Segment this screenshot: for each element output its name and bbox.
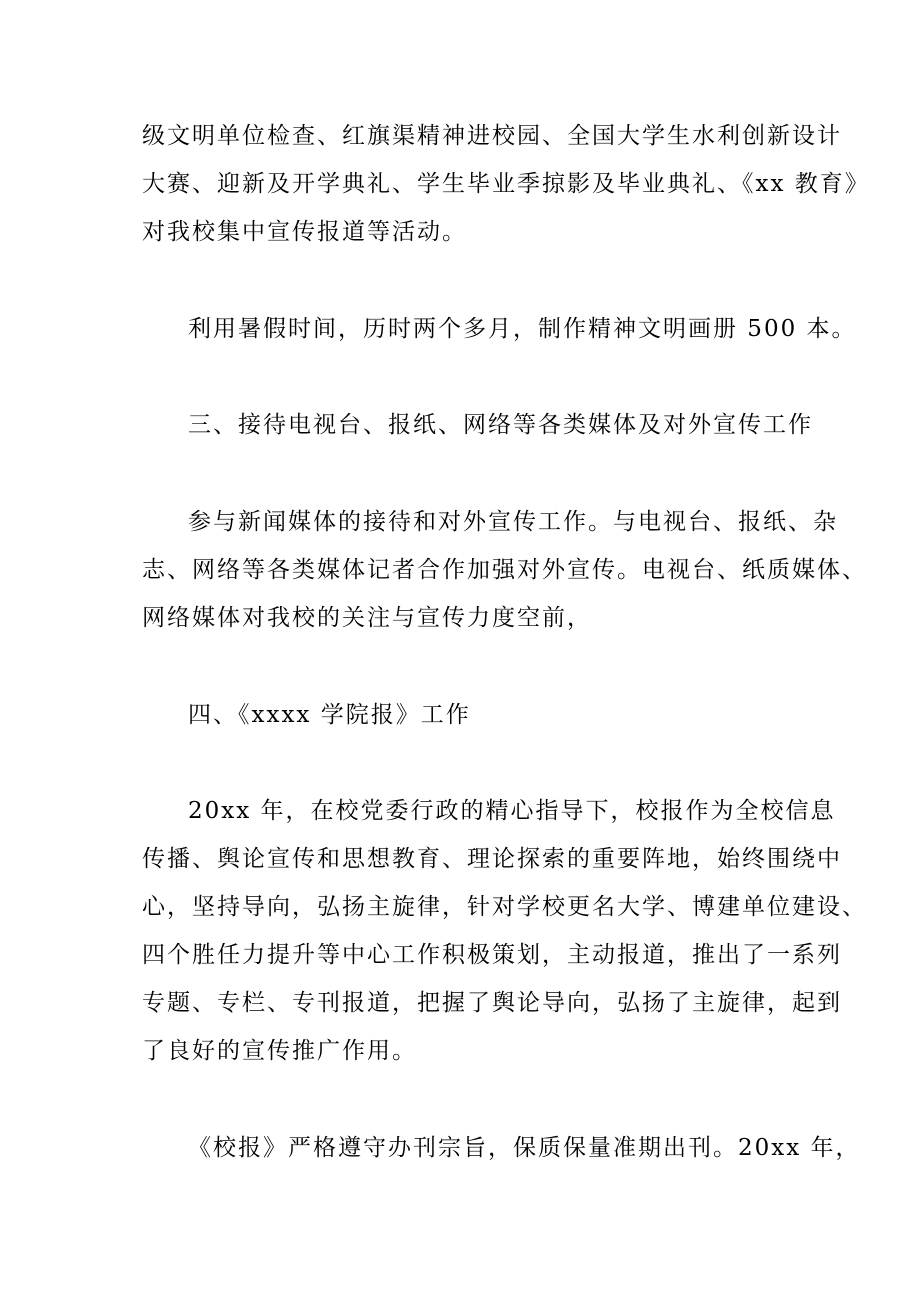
paragraph-4-line-4: 四个胜任力提升等中心工作积极策划，主动报道，推出了一系列: [142, 942, 842, 968]
paragraph-4-line-2: 传播、舆论宣传和思想教育、理论探索的重要阵地，始终围绕中: [142, 846, 842, 872]
section-heading-4: 四、《xxxx 学院报》工作: [188, 702, 471, 728]
paragraph-5-line-1: 《校报》严格遵守办刊宗旨，保质保量准期出刊。20xx 年，: [188, 1135, 861, 1161]
paragraph-4-line-1: 20xx 年，在校党委行政的精心指导下，校报作为全校信息: [188, 798, 836, 824]
paragraph-3-line-3: 网络媒体对我校的关注与宣传力度空前，: [142, 605, 592, 631]
paragraph-2-line-1: 利用暑假时间，历时两个多月，制作精神文明画册 500 本。: [188, 316, 857, 342]
paragraph-1-line-1: 级文明单位检查、红旗渠精神进校园、全国大学生水利创新设计: [142, 123, 842, 149]
paragraph-3-line-1: 参与新闻媒体的接待和对外宣传工作。与电视台、报纸、杂: [188, 509, 838, 535]
paragraph-4-line-5: 专题、专栏、专刊报道，把握了舆论导向，弘扬了主旋律，起到: [142, 990, 842, 1016]
paragraph-1-line-2: 大赛、迎新及开学典礼、学生毕业季掠影及毕业典礼、《xx 教育》: [142, 171, 870, 197]
paragraph-1-line-3: 对我校集中宣传报道等活动。: [142, 219, 467, 245]
paragraph-4-line-6: 了良好的宣传推广作用。: [142, 1038, 417, 1064]
section-heading-3: 三、接待电视台、报纸、网络等各类媒体及对外宣传工作: [188, 412, 813, 438]
paragraph-3-line-2: 志、网络等各类媒体记者合作加强对外宣传。电视台、纸质媒体、: [142, 557, 867, 583]
paragraph-4-line-3: 心，坚持导向，弘扬主旋律，针对学校更名大学、博建单位建设、: [142, 894, 867, 920]
